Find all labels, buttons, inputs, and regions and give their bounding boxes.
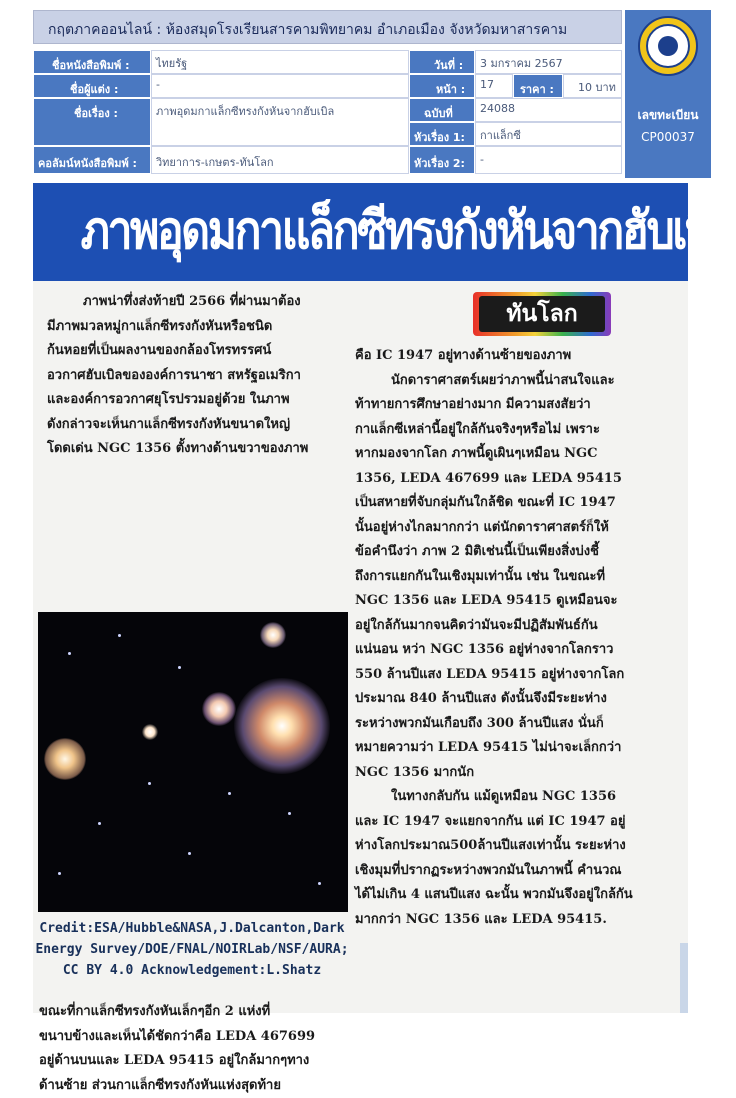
star-dot [188, 852, 191, 855]
page-edge-strip [680, 943, 688, 1013]
article-line: นักดาราศาสตร์เผยว่าภาพนี้น่าสนใจและ [355, 369, 681, 394]
date-label: วันที่ : [434, 56, 463, 74]
article-line: กาแล็กซีเหล่านี้อยู่ใกล้กันจริงๆหรือไม่ เพราะ [355, 418, 681, 443]
date-label-cell [409, 50, 475, 74]
registration-id: CP00037 [625, 130, 711, 144]
article-line: ด้านซ้าย ส่วนกาแล็กซีทรงกังหันแห่งสุดท้าย [39, 1074, 349, 1098]
article-headline: ภาพอุดมกาแล็กซีทรงกังหันจากฮับเบิล [81, 191, 641, 271]
price-label: ราคา : [520, 80, 554, 98]
article-line: ท้าทายการศึกษาอย่างมาก มีความสงสัยว่า [355, 393, 681, 418]
article-line: 550 ล้านปีแสง LEDA 95415 อยู่ห่างจากโลก [355, 663, 681, 688]
article-line: มีภาพมวลหมู่กาแล็กซีทรงกังหันหรือชนิด [47, 315, 347, 340]
topic1-value: กาแล็กซี [475, 122, 622, 146]
article-line: ก้นหอยที่เป็นผลงานของกล้องโทรทรรศน์ [47, 339, 347, 364]
star-dot [118, 634, 121, 637]
star-dot [228, 792, 231, 795]
article-line: และองค์การอวกาศยุโรปรวมอยู่ด้วย ในภาพ [47, 388, 347, 413]
article-line: ถึงการแยกกันในเชิงมุมเท่านั้น เช่น ในขณะที่ [355, 565, 681, 590]
star-dot [178, 666, 181, 669]
registration-panel [625, 10, 711, 178]
galaxy-leda95415 [202, 692, 236, 726]
left-bottom-paragraph [39, 1000, 349, 1098]
subject-label-cell [33, 98, 151, 146]
school-logo-core [658, 36, 678, 56]
galaxy-leda467699 [260, 622, 286, 648]
catalog-header [33, 10, 711, 178]
article-line: ภาพน่าทึ่งส่งท้ายปี 2566 ที่ผ่านมาต้อง [47, 290, 347, 315]
subject-value: ภาพอุดมกาแล็กซีทรงกังหันจากฮับเบิล [151, 98, 409, 146]
page-label: หน้า : [436, 80, 465, 98]
article-line: แน่นอน หว่า NGC 1356 อยู่ห่างจากโลกราว [355, 638, 681, 663]
school-logo-icon [638, 16, 698, 76]
star-dot [148, 782, 151, 785]
article-line: อวกาศฮับเบิลขององค์การนาซา สหรัฐอเมริกา [47, 364, 347, 389]
article-line: ขณะที่กาแล็กซีทรงกังหันเล็กๆอีก 2 แห่งที่ [39, 1000, 349, 1025]
article-line: หากมองจากโลก ภาพนี้ดูเผินๆเหมือน NGC [355, 442, 681, 467]
credit-line: Energy Survey/DOE/FNAL/NOIRLab/NSF/AURA; [33, 939, 351, 960]
author-label: ชื่อผู้แต่ง : [70, 80, 118, 98]
registration-label: เลขทะเบียน [625, 106, 711, 125]
newspaper-value: ไทยรัฐ [151, 50, 409, 74]
topic1-label-cell [409, 122, 475, 146]
galaxy-ic1947 [44, 738, 86, 780]
school-logo-ring [646, 24, 690, 68]
topic1-label: หัวเรื่อง 1: [414, 128, 465, 146]
author-label-cell [33, 74, 151, 98]
article-line: ในทางกลับกัน แม้ดูเหมือน NGC 1356 [355, 785, 681, 810]
article-line: ขนาบข้างและเห็นได้ชัดกว่าคือ LEDA 467699 [39, 1025, 349, 1050]
section-tag-label: ทันโลก [479, 296, 605, 332]
issue-label-cell [409, 98, 475, 122]
newspaper-label-cell [33, 50, 151, 74]
credit-line: Credit:ESA/Hubble&NASA,J.Dalcanton,Dark [33, 918, 351, 939]
page-label-cell [409, 74, 475, 98]
topic2-value: - [475, 146, 622, 174]
star-dot [68, 652, 71, 655]
article-line: NGC 1356 และ LEDA 95415 ดูเหมือนจะ [355, 589, 681, 614]
column-label: คอลัมน์หนังสือพิมพ์ : [38, 154, 137, 172]
newspaper-label: ชื่อหนังสือพิมพ์ : [52, 56, 130, 74]
article-line: โดดเด่น NGC 1356 ตั้งทางด้านขวาของภาพ [47, 437, 347, 462]
star-dot [288, 812, 291, 815]
credit-line: CC BY 4.0 Acknowledgement:L.Shatz [33, 960, 351, 981]
issue-value: 24088 [475, 98, 622, 122]
article-line: คือ IC 1947 อยู่ทางด้านซ้ายของภาพ [355, 344, 681, 369]
galaxy-photo [38, 612, 348, 912]
right-paragraph [355, 344, 681, 932]
star-dot [58, 872, 61, 875]
topic2-label: หัวเรื่อง 2: [414, 154, 465, 172]
column-value: วิทยาการ-เกษตร-ทันโลก [151, 146, 409, 174]
page-value: 17 [475, 74, 513, 98]
article-line: ระหว่างพวกมันเกือบถึง 300 ล้านปีแสง นั่นก็ [355, 712, 681, 737]
star-dot [98, 822, 101, 825]
issue-label: ฉบับที่ [424, 104, 453, 122]
topic2-label-cell [409, 146, 475, 174]
left-top-paragraph [47, 290, 347, 462]
date-value: 3 มกราคม 2567 [475, 50, 622, 74]
article-line: NGC 1356 มากนัก [355, 761, 681, 786]
article-line: หมายความว่า LEDA 95415 ไม่น่าจะเล็กกว่า [355, 736, 681, 761]
article-line: เป็นสหายที่จับกลุ่มกันใกล้ชิด ขณะที่ IC 1947 [355, 491, 681, 516]
article-line: ประมาณ 840 ล้านปีแสง ดังนั้นจึงมีระยะห่าง [355, 687, 681, 712]
article-line: ห่างโลกประมาณ500ล้านปีแสงเท่านั้น ระยะห่าง [355, 834, 681, 859]
article-line: อยู่ด้านบนและ LEDA 95415 อยู่ใกล้มากๆทาง [39, 1049, 349, 1074]
header-title-bar [33, 10, 622, 44]
header-title: กฤตภาคออนไลน์ : ห้องสมุดโรงเรียนสารคามพิทยาคม อำเภอเมือง จังหวัดมหาสารคาม [48, 19, 567, 41]
article-line: และ IC 1947 จะแยกจากกัน แต่ IC 1947 อยู่ [355, 810, 681, 835]
column-label-cell [33, 146, 151, 174]
headline-bar [33, 183, 688, 281]
subject-label: ชื่อเรื่อง : [74, 104, 118, 122]
author-value: - [151, 74, 409, 98]
newspaper-clipping [33, 183, 688, 1013]
photo-credit [33, 918, 351, 981]
article-line: ได้ไม่เกิน 4 แสนปีแสง ฉะนั้น พวกมันจึงอยู่ใกล้กัน [355, 883, 681, 908]
article-line: เชิงมุมที่ปรากฏระหว่างพวกมันในภาพนี้ คำนวณ [355, 859, 681, 884]
article-line: มากกว่า NGC 1356 และ LEDA 95415. [355, 908, 681, 933]
star-dot [318, 882, 321, 885]
foreground-star [142, 724, 158, 740]
article-line: นั้นอยู่ห่างไกลมากกว่า แต่นักดาราศาสตร์ก็ให้ [355, 516, 681, 541]
article-line: อยู่ใกล้กันมากจนคิดว่ามันจะมีปฏิสัมพันธ์กัน [355, 614, 681, 639]
section-tag [473, 292, 611, 336]
galaxy-ngc1356 [234, 678, 330, 774]
price-label-cell [513, 74, 563, 98]
article-line: ข้อคำนึงว่า ภาพ 2 มิติเช่นนี้เป็นเพียงสิ่งบ่งชี้ [355, 540, 681, 565]
article-line: 1356, LEDA 467699 และ LEDA 95415 [355, 467, 681, 492]
price-value: 10 บาท [563, 74, 622, 98]
article-line: ดังกล่าวจะเห็นกาแล็กซีทรงกังหันขนาดใหญ่ [47, 413, 347, 438]
